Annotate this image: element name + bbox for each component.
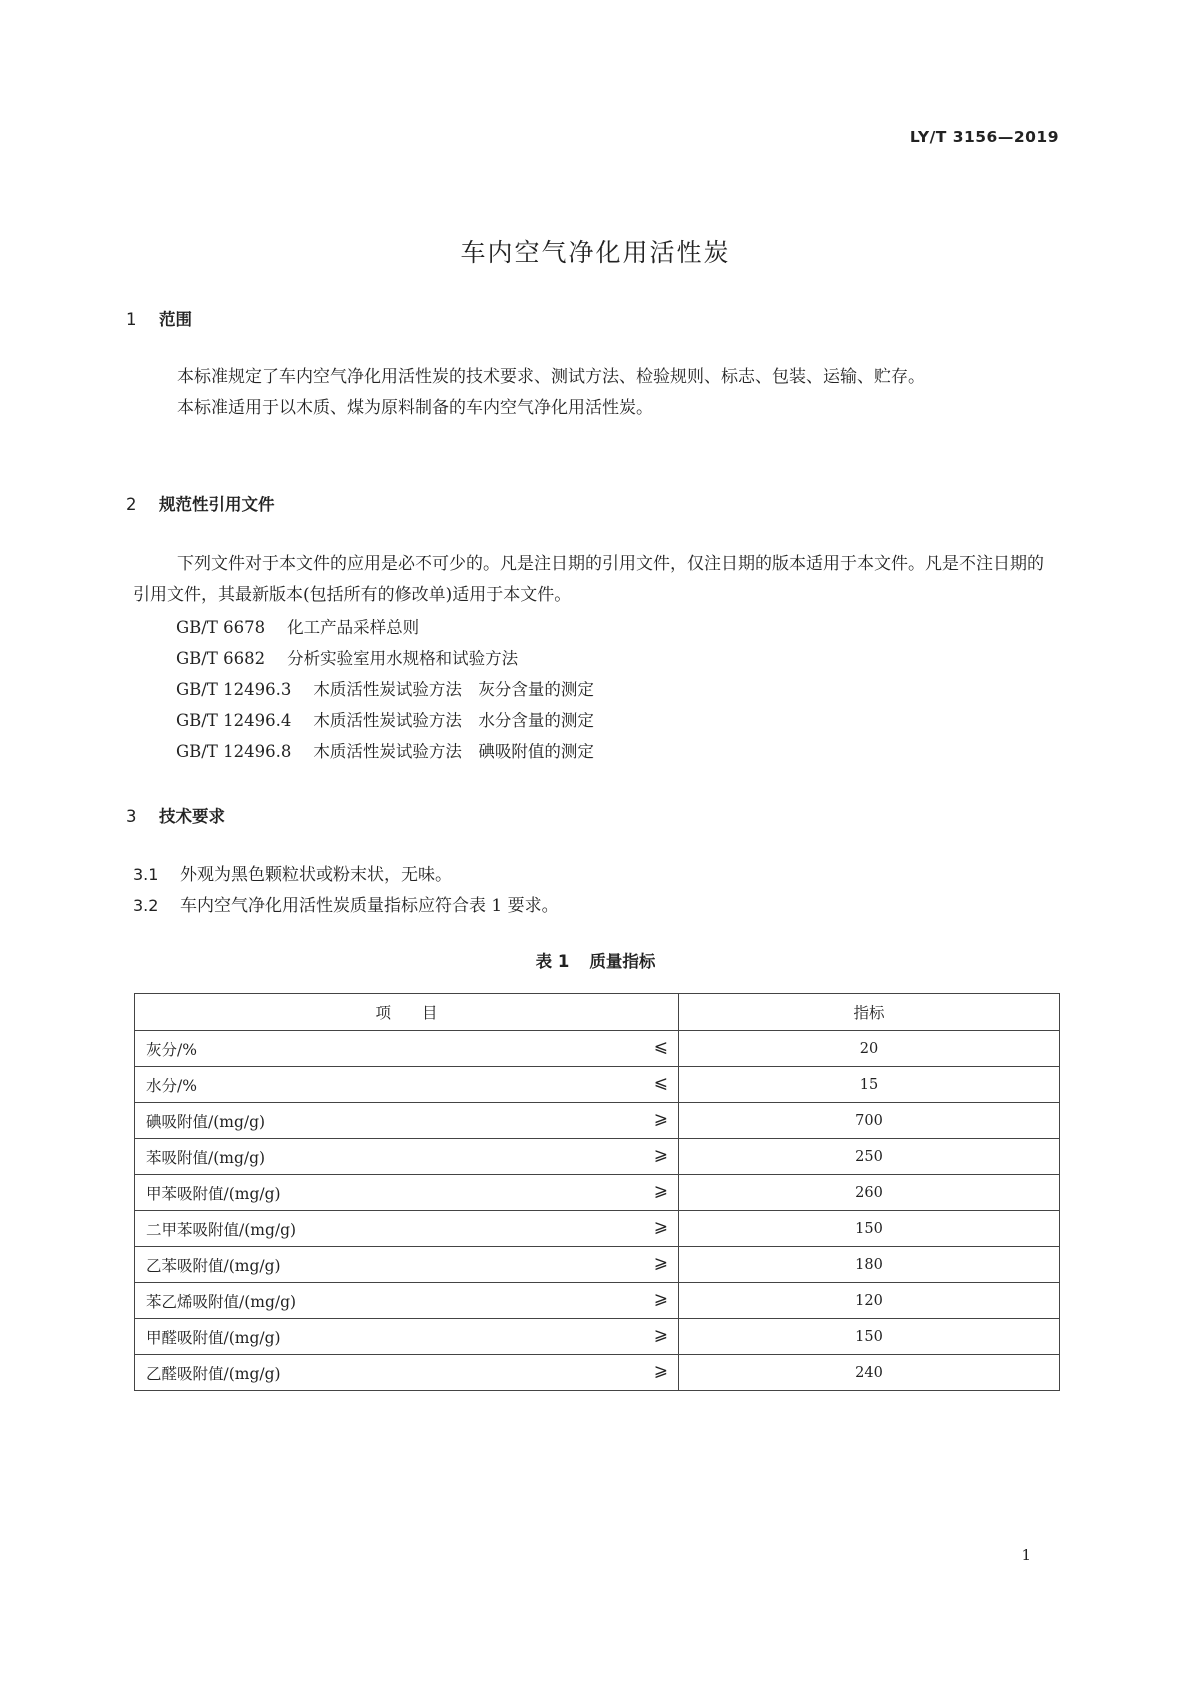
comparison-symbol: ⩾ — [653, 1289, 668, 1309]
table-row — [135, 1139, 1060, 1175]
value-cell: 240 — [679, 1355, 1060, 1391]
item-name: 苯吸附值/(mg/g) — [146, 1148, 266, 1167]
value-cell: 260 — [679, 1175, 1060, 1211]
clause-number: 3.2 — [133, 896, 159, 915]
reference-item — [176, 643, 518, 674]
reference-code: GB/T 6682 — [176, 649, 266, 668]
value-cell: 150 — [679, 1211, 1060, 1247]
item-cell — [135, 1211, 679, 1247]
reference-title: 木质活性炭试验方法 水分含量的测定 — [313, 711, 594, 730]
value-cell: 150 — [679, 1319, 1060, 1355]
clause-3-1 — [133, 859, 452, 891]
item-name: 碘吸附值/(mg/g) — [146, 1112, 266, 1131]
reference-item — [176, 736, 594, 767]
comparison-symbol: ⩾ — [653, 1253, 668, 1273]
table-header-row — [135, 994, 1060, 1031]
section-1-heading — [126, 306, 192, 330]
value-cell: 15 — [679, 1067, 1060, 1103]
item-cell — [135, 1139, 679, 1175]
section-3-heading — [126, 803, 225, 827]
item-name: 甲苯吸附值/(mg/g) — [146, 1184, 281, 1203]
item-cell — [135, 1031, 679, 1067]
section-1-paragraph-2: 本标准适用于以木质、煤为原料制备的车内空气净化用活性炭。 — [177, 398, 653, 418]
table-caption-number: 表 1 — [535, 952, 570, 971]
item-cell — [135, 1175, 679, 1211]
table-row — [135, 1355, 1060, 1391]
table-row — [135, 1319, 1060, 1355]
header-item: 项 目 — [135, 994, 679, 1031]
value-cell: 250 — [679, 1139, 1060, 1175]
table-row — [135, 1247, 1060, 1283]
item-cell — [135, 1319, 679, 1355]
section-number: 3 — [126, 807, 137, 826]
comparison-symbol: ⩽ — [653, 1073, 668, 1093]
reference-item — [176, 612, 419, 643]
clause-number: 3.1 — [133, 865, 159, 884]
clause-text: 外观为黑色颗粒状或粉末状，无味。 — [180, 865, 452, 885]
item-cell — [135, 1067, 679, 1103]
document-title: 车内空气净化用活性炭 — [460, 238, 731, 267]
quality-index-table — [134, 993, 1060, 1391]
reference-code: GB/T 12496.8 — [176, 742, 292, 761]
section-2-heading — [126, 491, 275, 515]
document-number: LY/T 3156—2019 — [909, 128, 1059, 146]
item-cell — [135, 1355, 679, 1391]
item-name: 水分/% — [146, 1076, 197, 1095]
table-caption — [0, 948, 1191, 972]
comparison-symbol: ⩾ — [653, 1325, 668, 1345]
reference-title: 分析实验室用水规格和试验方法 — [287, 649, 519, 668]
comparison-symbol: ⩾ — [653, 1217, 668, 1237]
reference-code: GB/T 12496.3 — [176, 680, 292, 699]
section-title: 范围 — [159, 310, 192, 329]
section-title: 规范性引用文件 — [159, 495, 275, 514]
reference-code: GB/T 6678 — [176, 618, 266, 637]
table-row — [135, 1067, 1060, 1103]
page-number: 1 — [1021, 1546, 1031, 1564]
item-name: 甲醛吸附值/(mg/g) — [146, 1328, 281, 1347]
value-cell: 180 — [679, 1247, 1060, 1283]
table-row — [135, 1103, 1060, 1139]
item-name: 乙苯吸附值/(mg/g) — [146, 1256, 281, 1275]
clause-text: 车内空气净化用活性炭质量指标应符合表 1 要求。 — [180, 896, 559, 916]
item-name: 二甲苯吸附值/(mg/g) — [146, 1220, 297, 1239]
table-row — [135, 1211, 1060, 1247]
item-cell — [135, 1247, 679, 1283]
section-title: 技术要求 — [159, 807, 225, 826]
item-cell — [135, 1103, 679, 1139]
comparison-symbol: ⩾ — [653, 1181, 668, 1201]
table-caption-title: 质量指标 — [589, 952, 656, 971]
reference-item — [176, 705, 594, 736]
reference-title: 木质活性炭试验方法 碘吸附值的测定 — [313, 742, 594, 761]
table-row — [135, 1175, 1060, 1211]
reference-title: 化工产品采样总则 — [287, 618, 420, 637]
section-2-intro: 下列文件对于本文件的应用是必不可少的。凡是注日期的引用文件，仅注日期的版本适用于本文件。凡是不注日期的引用文件，其最新版本(包括所有的修改单)适用于本文件。 — [133, 554, 1044, 605]
section-number: 2 — [126, 495, 137, 514]
item-name: 乙醛吸附值/(mg/g) — [146, 1364, 281, 1383]
table-row — [135, 1031, 1060, 1067]
item-cell — [135, 1283, 679, 1319]
table-row — [135, 1283, 1060, 1319]
item-name: 苯乙烯吸附值/(mg/g) — [146, 1292, 297, 1311]
reference-title: 木质活性炭试验方法 灰分含量的测定 — [313, 680, 594, 699]
section-1-paragraph-1: 本标准规定了车内空气净化用活性炭的技术要求、测试方法、检验规则、标志、包装、运输、贮存。 — [177, 367, 925, 387]
comparison-symbol: ⩾ — [653, 1109, 668, 1129]
section-number: 1 — [126, 310, 137, 329]
reference-code: GB/T 12496.4 — [176, 711, 292, 730]
item-name: 灰分/% — [146, 1040, 197, 1059]
reference-item — [176, 674, 594, 705]
clause-3-2 — [133, 890, 559, 922]
value-cell: 700 — [679, 1103, 1060, 1139]
header-value: 指标 — [679, 994, 1060, 1031]
comparison-symbol: ⩾ — [653, 1361, 668, 1381]
value-cell: 20 — [679, 1031, 1060, 1067]
value-cell: 120 — [679, 1283, 1060, 1319]
comparison-symbol: ⩾ — [653, 1145, 668, 1165]
comparison-symbol: ⩽ — [653, 1037, 668, 1057]
